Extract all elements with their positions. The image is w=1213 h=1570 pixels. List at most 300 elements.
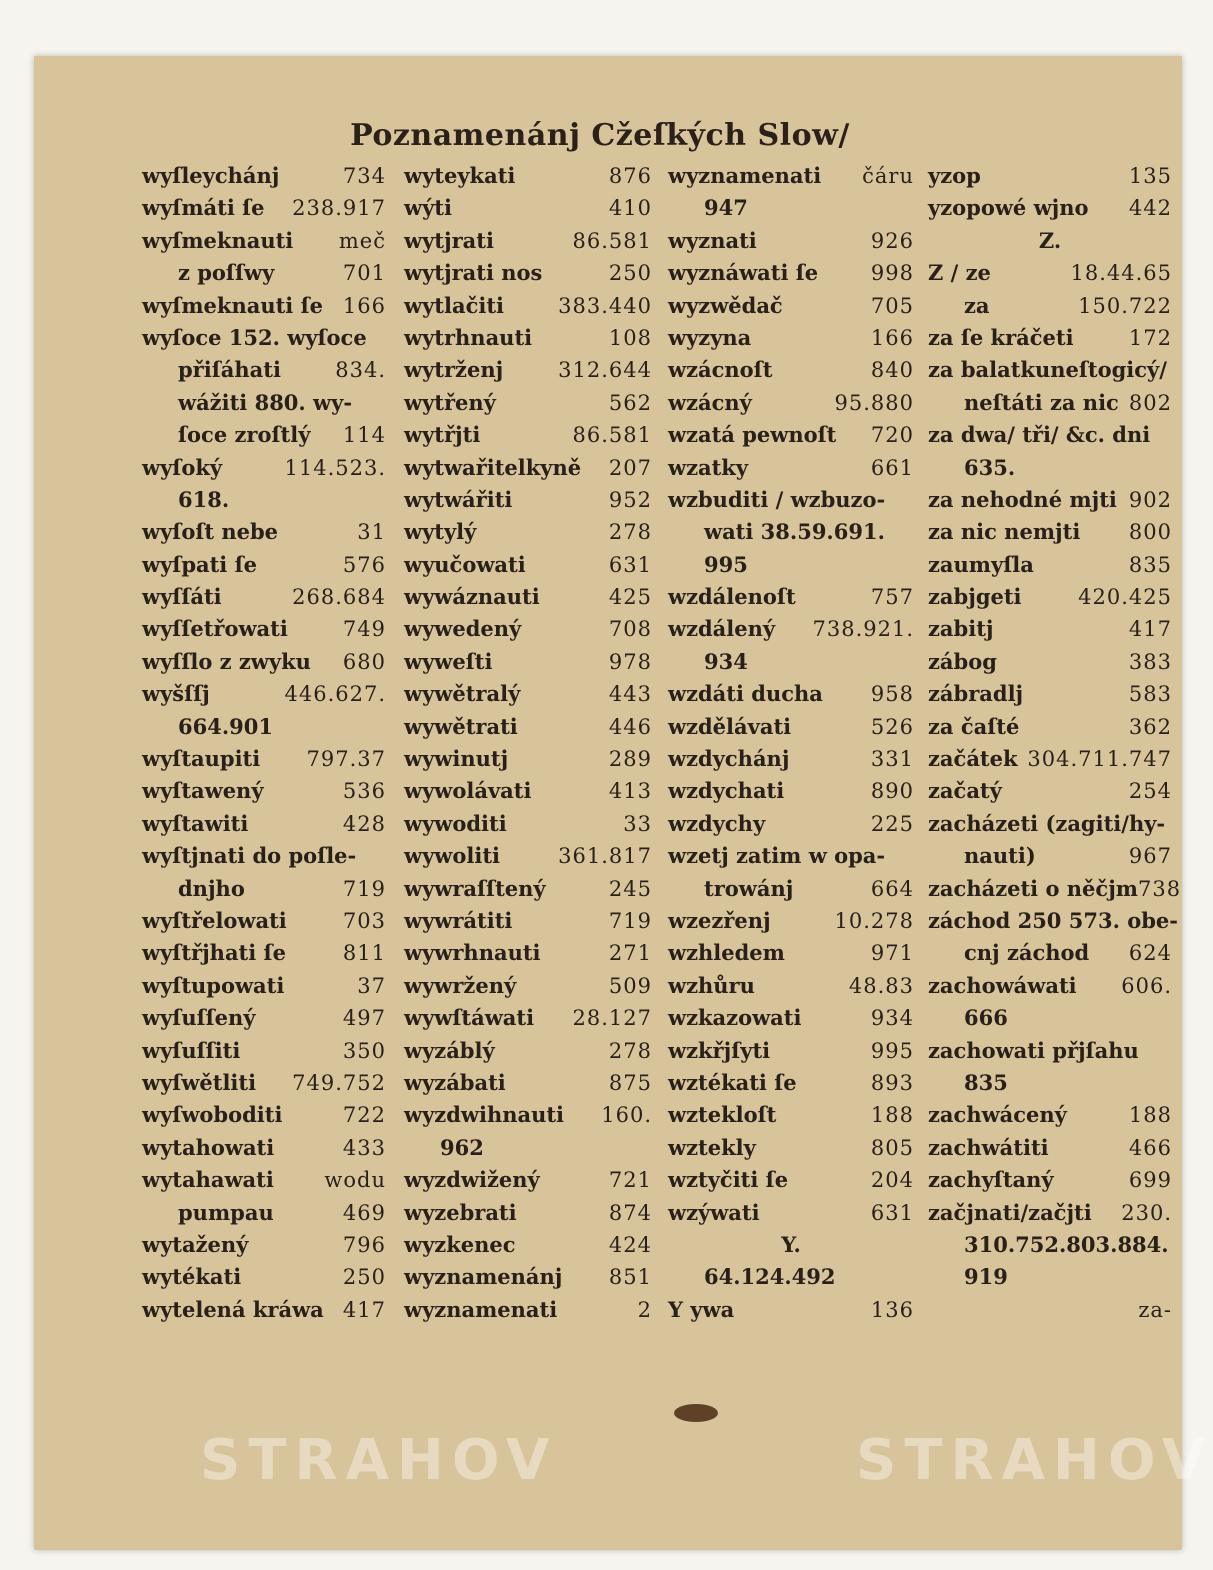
entry-word: wyſſlo z zwyku bbox=[142, 648, 311, 674]
index-entry bbox=[142, 225, 386, 257]
entry-page-ref: 796 bbox=[342, 1232, 386, 1257]
index-entry bbox=[928, 970, 1172, 1002]
entry-page-ref: 28.127 bbox=[572, 1006, 652, 1031]
index-entry bbox=[928, 1099, 1172, 1131]
entry-page-ref: 166 bbox=[342, 293, 386, 318]
index-entry bbox=[668, 452, 914, 484]
entry-word: wzhledem bbox=[668, 940, 785, 966]
index-entry bbox=[668, 1099, 914, 1131]
entry-word: wyſoſt nebe bbox=[142, 519, 279, 545]
index-entry bbox=[928, 225, 1172, 257]
entry-page-ref: meč bbox=[338, 228, 386, 253]
entry-word: za balatkuneſtogicý/ bbox=[928, 357, 1167, 383]
entry-word: wzhůru bbox=[668, 972, 755, 998]
entry-word: wyſtaupiti bbox=[142, 746, 261, 772]
index-entry bbox=[404, 516, 652, 548]
entry-page-ref: 361.817 bbox=[558, 844, 652, 869]
index-entry bbox=[404, 743, 652, 775]
index-entry bbox=[668, 387, 914, 419]
entry-page-ref: 271 bbox=[608, 941, 652, 966]
entry-word: nauti) bbox=[964, 843, 1036, 869]
index-entry bbox=[142, 452, 386, 484]
index-column-4 bbox=[928, 160, 1182, 1326]
index-entry bbox=[928, 1002, 1172, 1034]
index-entry bbox=[668, 711, 914, 743]
index-entry bbox=[668, 1164, 914, 1196]
entry-page-ref: 757 bbox=[870, 585, 914, 610]
entry-page-ref: 425 bbox=[608, 585, 652, 610]
index-entry bbox=[404, 970, 652, 1002]
index-entry bbox=[142, 549, 386, 581]
entry-word: wytlačiti bbox=[404, 292, 505, 318]
entry-page-ref: 802 bbox=[1128, 390, 1172, 415]
entry-word: zachwácený bbox=[928, 1102, 1067, 1128]
index-entry bbox=[928, 678, 1172, 710]
entry-page-ref: 562 bbox=[608, 390, 652, 415]
index-entry bbox=[668, 937, 914, 969]
index-entry bbox=[404, 1132, 652, 1164]
entry-word: wyzkenec bbox=[404, 1231, 516, 1257]
index-entry bbox=[404, 840, 652, 872]
entry-word: wzdálenoſt bbox=[668, 584, 796, 610]
index-entry bbox=[142, 743, 386, 775]
entry-word: Y ywa bbox=[668, 1296, 735, 1322]
index-entry bbox=[928, 484, 1172, 516]
entry-page-ref: 661 bbox=[870, 455, 914, 480]
index-entry bbox=[404, 775, 652, 807]
index-entry bbox=[404, 192, 652, 224]
entry-word: ſoce zroſtlý bbox=[178, 422, 311, 448]
entry-page-ref: 606. bbox=[1121, 973, 1172, 998]
entry-page-ref: 720 bbox=[870, 423, 914, 448]
entry-word: wážiti 880. wy- bbox=[178, 389, 353, 415]
entry-page-ref: 383.440 bbox=[558, 293, 652, 318]
entry-word: wztekly bbox=[668, 1134, 756, 1160]
entry-word: wytřjti bbox=[404, 422, 481, 448]
entry-word: z poſſwy bbox=[178, 260, 275, 286]
entry-word: za čaſté bbox=[928, 713, 1020, 739]
entry-word: záchod 250 573. obe- bbox=[928, 907, 1178, 933]
entry-word: wyſmeknauti ſe bbox=[142, 292, 323, 318]
entry-page-ref: 268.684 bbox=[292, 585, 386, 610]
entry-word: wzetj zatim w opa- bbox=[668, 843, 886, 869]
entry-word: trowánj bbox=[704, 875, 794, 901]
entry-word: wzatá pewnoſt bbox=[668, 422, 837, 448]
index-entry bbox=[668, 160, 914, 192]
index-entry bbox=[404, 613, 652, 645]
entry-word: wyzábati bbox=[404, 1069, 506, 1095]
index-entry bbox=[404, 290, 652, 322]
index-entry bbox=[668, 1229, 914, 1261]
entry-word: wzdychy bbox=[668, 810, 766, 836]
entry-word: wytahawati bbox=[142, 1167, 274, 1193]
index-entry bbox=[404, 678, 652, 710]
entry-word: wyznati bbox=[668, 227, 757, 253]
entry-page-ref: 278 bbox=[608, 1038, 652, 1063]
entry-page-ref: 350 bbox=[342, 1038, 386, 1063]
entry-word: zachyſtaný bbox=[928, 1167, 1054, 1193]
entry-page-ref: 424 bbox=[608, 1232, 652, 1257]
index-column-1 bbox=[142, 160, 386, 1326]
index-entry bbox=[668, 678, 914, 710]
entry-word: 947 bbox=[704, 195, 748, 221]
entry-word: zabitj bbox=[928, 616, 994, 642]
entry-page-ref: 811 bbox=[342, 941, 386, 966]
entry-word: wyzebrati bbox=[404, 1199, 517, 1225]
entry-page-ref: 250 bbox=[608, 261, 652, 286]
entry-word: wyſwětliti bbox=[142, 1069, 257, 1095]
index-entry bbox=[928, 775, 1172, 807]
entry-page-ref: 31 bbox=[357, 520, 386, 545]
entry-word: wytwářiti bbox=[404, 486, 513, 512]
entry-word: zachwátiti bbox=[928, 1134, 1049, 1160]
entry-page-ref: 413 bbox=[608, 779, 652, 804]
index-entry bbox=[142, 1164, 386, 1196]
entry-page-ref: 289 bbox=[608, 747, 652, 772]
entry-word: wyſtawiti bbox=[142, 810, 249, 836]
entry-word: wzdychati bbox=[668, 778, 785, 804]
entry-page-ref: 800 bbox=[1128, 520, 1172, 545]
index-entry bbox=[404, 160, 652, 192]
index-entry bbox=[404, 646, 652, 678]
entry-word: 962 bbox=[440, 1134, 484, 1160]
entry-word: wytylý bbox=[404, 519, 477, 545]
entry-page-ref: 446.627. bbox=[284, 682, 386, 707]
entry-page-ref: 967 bbox=[1128, 844, 1172, 869]
index-entry bbox=[928, 516, 1172, 548]
index-entry bbox=[928, 257, 1172, 289]
index-entry bbox=[142, 970, 386, 1002]
entry-word: wywržený bbox=[404, 972, 517, 998]
entry-word: wztekloſt bbox=[668, 1102, 777, 1128]
entry-word: Z. bbox=[1038, 227, 1062, 253]
entry-page-ref: 749 bbox=[342, 617, 386, 642]
entry-page-ref: 749.752 bbox=[292, 1070, 386, 1095]
entry-word: wyſtjnati do poſle- bbox=[142, 843, 357, 869]
index-entry bbox=[668, 1197, 914, 1229]
entry-word: wztékati ſe bbox=[668, 1069, 797, 1095]
index-entry bbox=[668, 1294, 914, 1326]
entry-page-ref: 428 bbox=[342, 811, 386, 836]
index-entry bbox=[404, 1067, 652, 1099]
index-entry bbox=[928, 873, 1182, 905]
entry-word: wytékati bbox=[142, 1264, 242, 1290]
entry-word: wywáznauti bbox=[404, 584, 540, 610]
entry-word: wzatky bbox=[668, 454, 749, 480]
index-entry bbox=[668, 970, 914, 1002]
entry-page-ref: 108 bbox=[608, 325, 652, 350]
index-entry bbox=[142, 1294, 386, 1326]
entry-word: wýti bbox=[404, 195, 452, 221]
index-entry bbox=[142, 678, 386, 710]
entry-word: wyſſetřowati bbox=[142, 616, 288, 642]
index-entry bbox=[668, 808, 914, 840]
entry-word: cnj záchod bbox=[964, 940, 1090, 966]
index-entry bbox=[928, 613, 1172, 645]
entry-page-ref: 278 bbox=[608, 520, 652, 545]
entry-word: wywedený bbox=[404, 616, 522, 642]
index-entry bbox=[928, 1294, 1172, 1326]
entry-page-ref: 875 bbox=[608, 1070, 652, 1095]
index-entry bbox=[142, 1261, 386, 1293]
entry-word: 835 bbox=[964, 1069, 1008, 1095]
index-entry bbox=[928, 937, 1172, 969]
entry-page-ref: 410 bbox=[608, 196, 652, 221]
index-entry bbox=[928, 840, 1172, 872]
entry-word: wyſtřelowati bbox=[142, 907, 287, 933]
entry-word: začjnati/začjti bbox=[928, 1199, 1092, 1225]
entry-page-ref: 166 bbox=[870, 325, 914, 350]
entry-word: wyſoký bbox=[142, 454, 223, 480]
entry-word: wzácnoſt bbox=[668, 357, 773, 383]
index-entry bbox=[404, 1261, 652, 1293]
index-entry bbox=[928, 905, 1178, 937]
index-entry bbox=[668, 581, 914, 613]
index-column-3 bbox=[668, 160, 914, 1326]
index-entry bbox=[668, 354, 914, 386]
entry-page-ref: 466 bbox=[1128, 1135, 1172, 1160]
page-title: Poznamenánj Cžeſkých Slow/ bbox=[350, 118, 850, 153]
entry-word: wyznamenati bbox=[404, 1296, 558, 1322]
entry-page-ref: 708 bbox=[608, 617, 652, 642]
entry-word: za bbox=[964, 292, 990, 318]
entry-page-ref: 362 bbox=[1128, 714, 1172, 739]
entry-page-ref: 509 bbox=[608, 973, 652, 998]
index-entry bbox=[404, 937, 652, 969]
entry-page-ref: 719 bbox=[342, 876, 386, 901]
index-entry bbox=[928, 452, 1172, 484]
entry-word: za nic nemjti bbox=[928, 519, 1081, 545]
entry-word: wywoditi bbox=[404, 810, 507, 836]
entry-word: wyſtawený bbox=[142, 778, 264, 804]
entry-page-ref: 705 bbox=[870, 293, 914, 318]
index-entry bbox=[668, 646, 914, 678]
entry-word: wyzwědač bbox=[668, 292, 783, 318]
entry-word: wzdychánj bbox=[668, 746, 790, 772]
index-entry bbox=[142, 840, 386, 872]
index-entry bbox=[142, 1099, 386, 1131]
entry-word: pumpau bbox=[178, 1199, 274, 1225]
entry-page-ref: 536 bbox=[342, 779, 386, 804]
entry-word: wytjrati bbox=[404, 227, 494, 253]
index-entry bbox=[928, 808, 1172, 840]
entry-word: wytahowati bbox=[142, 1134, 275, 1160]
entry-word: zacházeti (zagiti/hy- bbox=[928, 810, 1166, 836]
index-entry bbox=[142, 905, 386, 937]
entry-word: wyſpati ſe bbox=[142, 551, 257, 577]
entry-page-ref: 797.37 bbox=[306, 747, 386, 772]
index-entry bbox=[668, 484, 914, 516]
index-entry bbox=[404, 581, 652, 613]
index-entry bbox=[404, 387, 652, 419]
entry-page-ref: 172 bbox=[1128, 325, 1172, 350]
index-entry bbox=[928, 354, 1172, 386]
entry-page-ref: 312.644 bbox=[558, 358, 652, 383]
index-entry bbox=[142, 1229, 386, 1261]
entry-page-ref: 188 bbox=[870, 1103, 914, 1128]
index-entry bbox=[668, 1132, 914, 1164]
entry-word: wyteykati bbox=[404, 163, 516, 188]
entry-page-ref: 10.278 bbox=[834, 908, 914, 933]
entry-page-ref: 150.722 bbox=[1078, 293, 1172, 318]
entry-word: přiſáhati bbox=[178, 357, 281, 383]
index-entry bbox=[404, 1035, 652, 1067]
index-entry bbox=[928, 711, 1172, 743]
entry-word: zachowati přjſahu bbox=[928, 1037, 1139, 1063]
entry-page-ref: 876 bbox=[608, 164, 652, 188]
entry-page-ref: 835 bbox=[1128, 552, 1172, 577]
entry-word: 995 bbox=[704, 551, 748, 577]
index-entry bbox=[142, 1035, 386, 1067]
entry-word: wzkazowati bbox=[668, 1005, 802, 1031]
index-entry bbox=[404, 808, 652, 840]
entry-word: wywětralý bbox=[404, 681, 521, 707]
entry-page-ref: 805 bbox=[870, 1135, 914, 1160]
entry-word: wytelená kráwa bbox=[142, 1296, 324, 1322]
entry-page-ref: 703 bbox=[342, 908, 386, 933]
entry-page-ref: 995 bbox=[870, 1038, 914, 1063]
index-entry bbox=[668, 419, 914, 451]
index-entry bbox=[928, 549, 1172, 581]
index-entry bbox=[142, 484, 386, 516]
index-entry bbox=[142, 808, 386, 840]
index-entry bbox=[142, 873, 386, 905]
ink-blot bbox=[674, 1404, 718, 1422]
index-entry bbox=[404, 711, 652, 743]
entry-page-ref: 188 bbox=[1128, 1103, 1172, 1128]
entry-word: wytrženj bbox=[404, 357, 504, 383]
entry-word: wytažený bbox=[142, 1231, 249, 1257]
index-entry bbox=[668, 1035, 914, 1067]
index-entry bbox=[404, 257, 652, 289]
entry-word: 664.901 bbox=[178, 713, 273, 739]
entry-page-ref: 497 bbox=[342, 1006, 386, 1031]
entry-word: wyſtřjhati ſe bbox=[142, 940, 286, 966]
entry-word: wywinutj bbox=[404, 746, 509, 772]
index-entry bbox=[928, 1067, 1172, 1099]
index-entry bbox=[142, 160, 386, 192]
entry-word: za ſe kráčeti bbox=[928, 324, 1074, 350]
entry-page-ref: 971 bbox=[870, 941, 914, 966]
index-entry bbox=[404, 549, 652, 581]
entry-page-ref: čáru bbox=[862, 164, 914, 188]
index-entry bbox=[928, 743, 1172, 775]
entry-word: zábradlj bbox=[928, 681, 1024, 707]
entry-word: wzácný bbox=[668, 389, 752, 415]
entry-word: wywoliti bbox=[404, 843, 500, 869]
entry-word: 919 bbox=[964, 1264, 1008, 1290]
entry-page-ref: 893 bbox=[870, 1070, 914, 1095]
entry-page-ref: 254 bbox=[1128, 779, 1172, 804]
entry-page-ref: 225 bbox=[870, 811, 914, 836]
index-entry bbox=[928, 1229, 1172, 1261]
entry-word: wzdělávati bbox=[668, 713, 792, 739]
entry-page-ref: 160. bbox=[601, 1103, 652, 1128]
entry-word: 934 bbox=[704, 648, 748, 674]
entry-word: zábog bbox=[928, 648, 997, 674]
index-entry bbox=[668, 192, 914, 224]
entry-page-ref: 2 bbox=[637, 1297, 652, 1322]
index-entry bbox=[668, 1261, 914, 1293]
entry-word: wyzyna bbox=[668, 324, 752, 350]
index-entry bbox=[142, 1002, 386, 1034]
entry-word: wyſwoboditi bbox=[142, 1102, 283, 1128]
entry-page-ref: 95.880 bbox=[834, 390, 914, 415]
entry-page-ref: 834. bbox=[335, 358, 386, 383]
index-entry bbox=[668, 549, 914, 581]
entry-word: zaumyſla bbox=[928, 551, 1034, 577]
entry-page-ref: 37 bbox=[357, 973, 386, 998]
entry-page-ref: 48.83 bbox=[848, 973, 914, 998]
index-entry bbox=[928, 1132, 1172, 1164]
index-entry bbox=[928, 1261, 1172, 1293]
entry-page-ref: 851 bbox=[608, 1265, 652, 1290]
entry-page-ref: 934 bbox=[870, 1006, 914, 1031]
watermark-right: STRAHOV bbox=[856, 1428, 1213, 1493]
entry-word: 618. bbox=[178, 486, 230, 512]
entry-word: wywraſſtený bbox=[404, 875, 546, 901]
entry-word: wyſtupowati bbox=[142, 972, 285, 998]
entry-word: wytrhnauti bbox=[404, 324, 533, 350]
entry-word: wywolávati bbox=[404, 778, 532, 804]
entry-page-ref: 926 bbox=[870, 228, 914, 253]
entry-page-ref: 114.523. bbox=[284, 455, 386, 480]
entry-page-ref: 624 bbox=[1128, 941, 1172, 966]
entry-word: wati 38.59.691. bbox=[704, 519, 885, 545]
entry-page-ref: 304.711.747 bbox=[1027, 747, 1172, 772]
entry-word: wyſoce 152. wyſoce bbox=[142, 324, 367, 350]
entry-word: 310.752.803.884. bbox=[964, 1231, 1169, 1257]
index-entry bbox=[142, 1067, 386, 1099]
entry-word: zacházeti o něčjm bbox=[928, 875, 1139, 901]
entry-word: Y. bbox=[781, 1231, 801, 1257]
entry-word: za nehodné mjti bbox=[928, 486, 1117, 512]
entry-page-ref: 699 bbox=[1128, 1168, 1172, 1193]
index-column-2 bbox=[404, 160, 652, 1326]
watermark-left: STRAHOV bbox=[200, 1428, 558, 1493]
entry-word: wyſleychánj bbox=[142, 163, 280, 188]
entry-page-ref: 18.44.65 bbox=[1070, 261, 1172, 286]
entry-word: wywſtáwati bbox=[404, 1005, 535, 1031]
entry-word: zachowáwati bbox=[928, 972, 1077, 998]
entry-page-ref: 576 bbox=[342, 552, 386, 577]
entry-page-ref: 238.917 bbox=[292, 196, 386, 221]
entry-page-ref: 722 bbox=[342, 1103, 386, 1128]
entry-word: wyznamenánj bbox=[404, 1264, 563, 1290]
entry-word: wytwařitelkyně bbox=[404, 454, 582, 480]
entry-word: wywrhnauti bbox=[404, 940, 541, 966]
index-entry bbox=[142, 257, 386, 289]
entry-word: za dwa/ tři/ &c. dni bbox=[928, 422, 1151, 448]
entry-word: yzopowé wjno bbox=[928, 195, 1089, 221]
entry-page-ref: 250 bbox=[342, 1265, 386, 1290]
entry-page-ref: 631 bbox=[608, 552, 652, 577]
entry-page-ref: 680 bbox=[342, 649, 386, 674]
entry-page-ref: 734 bbox=[342, 164, 386, 188]
entry-word: wytjrati nos bbox=[404, 260, 543, 286]
index-entry bbox=[142, 419, 386, 451]
index-entry bbox=[142, 937, 386, 969]
entry-page-ref: 902 bbox=[1128, 487, 1172, 512]
entry-word: wyſſáti bbox=[142, 584, 222, 610]
index-entry bbox=[404, 419, 652, 451]
index-entry bbox=[928, 160, 1172, 192]
entry-word: začatý bbox=[928, 778, 1002, 804]
index-entry bbox=[928, 581, 1172, 613]
entry-page-ref: 664 bbox=[870, 876, 914, 901]
entry-word: wztyčiti ſe bbox=[668, 1167, 789, 1193]
index-entry bbox=[668, 225, 914, 257]
